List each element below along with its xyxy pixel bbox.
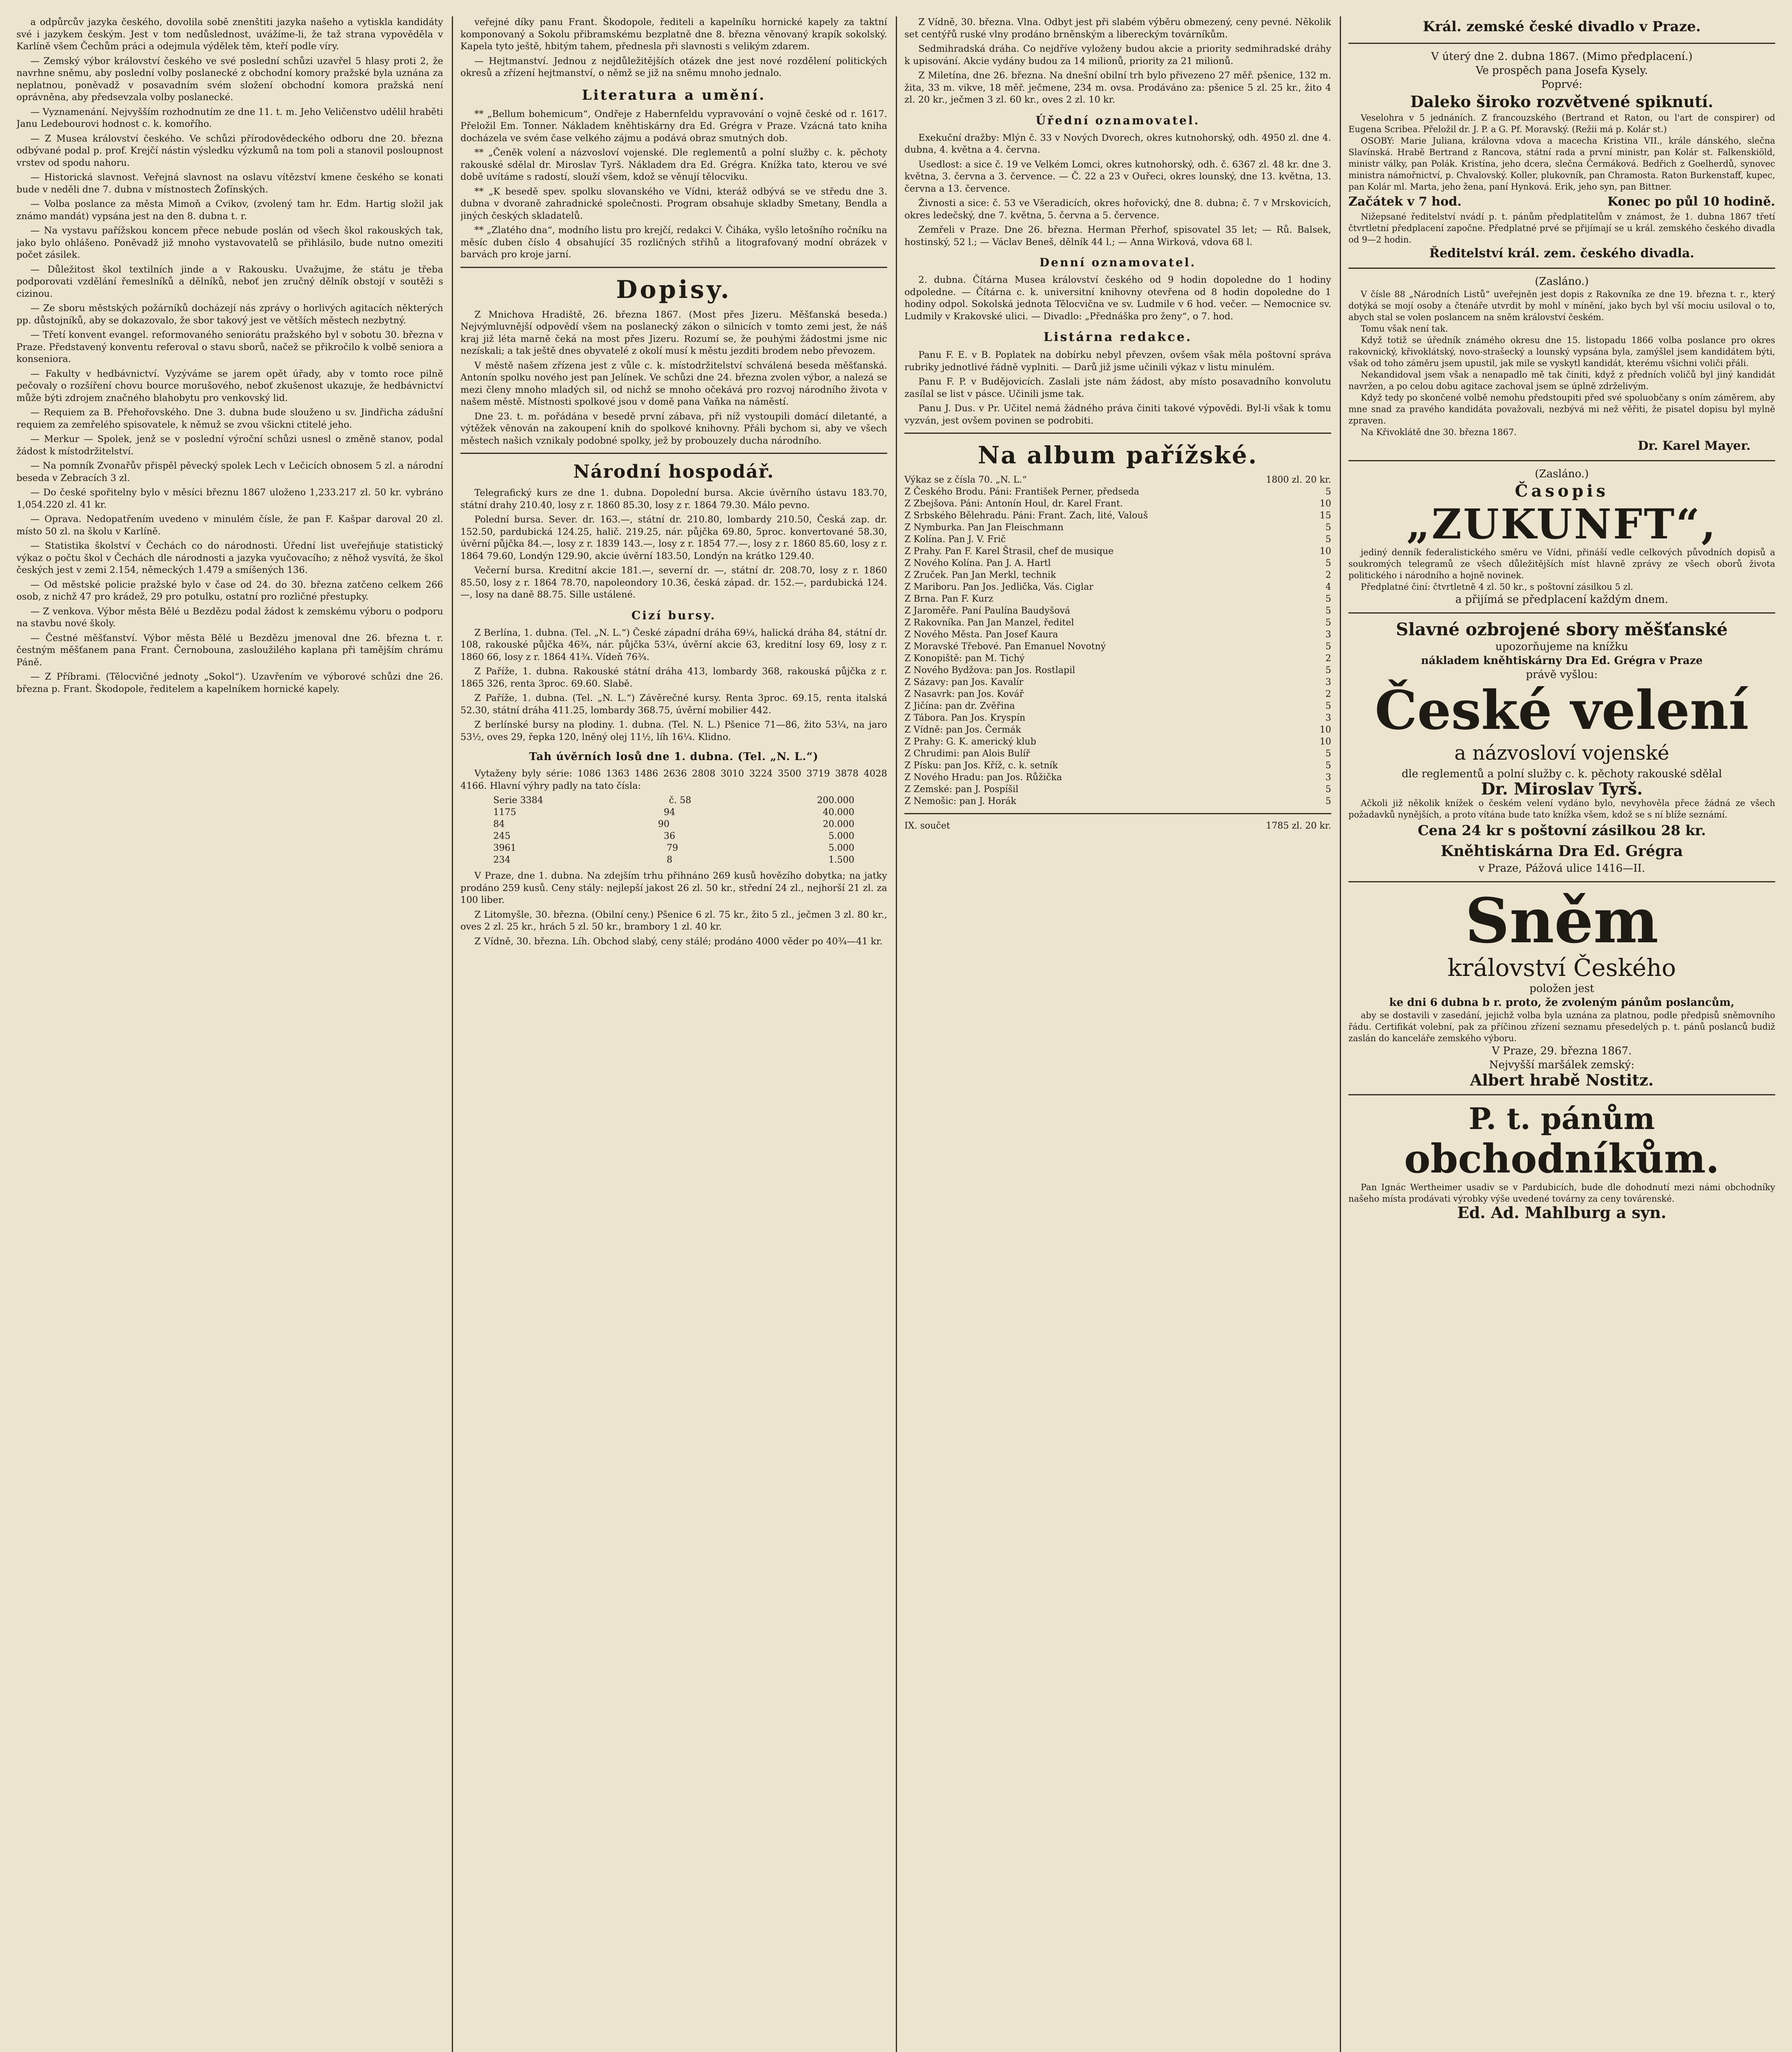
list-item: Z Zruček. Pan Jan Merkl, technik 2	[904, 570, 1331, 580]
sent-paragraph: Na Křivoklátě dne 30. března 1867.	[1361, 427, 1517, 437]
section-heading-letters: Dopisy.	[616, 275, 732, 304]
table-row: 234 8 1.500	[493, 855, 854, 865]
article-paragraph: — Oprava. Nedopatřením uvedeno v minulém čísle, že pan F. Kašpar daroval 20 zl. místo 50 zl. na školu v Karlíně.	[16, 514, 443, 537]
column-2	[460, 16, 887, 2052]
article-paragraph: Z berlínské bursy na plodiny. 1. dubna. (Tel. N. L.) Pšenice 71—86, žito 53¼, na jaro 53½, oves 29, řepka 120, lněný olej 11½, líh 16¼. Klidno.	[460, 719, 887, 742]
book-subtitle: a názvosloví vojenské	[1454, 742, 1669, 765]
article-paragraph: Z Vídně, 30. března. Vlna. Odbyt jest při slabém výběru obmezený, ceny pevné. Několik set centýřů ruské vlny prodáno brněnským a libereckým továrníkům.	[904, 17, 1331, 40]
diet-date: V Praze, 29. března 1867.	[1492, 1045, 1632, 1057]
sent-paragraph: Tomu však není tak.	[1361, 324, 1448, 334]
theatre-times: Začátek v 7 hod. Konec po půl 10 hodině.	[1348, 195, 1775, 209]
table-row: 1175 94 40.000	[493, 807, 854, 818]
book-line: nákladem kněhtiskárny Dra Ed. Grégra v Praze	[1421, 655, 1703, 667]
article-paragraph: Panu F. E. v B. Poplatek na dobírku nebyl převzen, ovšem však měla poštovní správa rubriky jednotlivé řádně vyplniti. — Darů již jsme učinili výkaz v listu minulém.	[904, 350, 1331, 373]
theatre-ad	[1348, 16, 1775, 262]
table-row: 245 36 5.000	[493, 831, 854, 841]
sent-paragraph: Když tedy po skončené volbě nemohu předstoupiti před své spoluobčany s oním záměrem, aby mne snad za pravého kandidáta považovali, nezbývá mi než věřiti, že pisatel dopisu byl mylně zpraven.	[1348, 393, 1775, 426]
article-paragraph: Exekuční dražby: Mlýn č. 33 v Nových Dvorech, okres kutnohorský, odh. 4950 zl. dne 4. dubna, 4. května a 4. června.	[904, 132, 1331, 155]
book-ad	[1348, 619, 1775, 875]
merchants-desc: Pan Ignác Wertheimer usadiv se v Pardubicích, bude dle dohodnutí mezi námi obchodníky našeho místa prodávati výrobky výše uvedené továrny za ceny továrenské.	[1348, 1182, 1775, 1204]
article-paragraph: — Na pomník Zvonařův přispěl pěvecký spolek Lech v Lečicích obnosem 5 zl. a národní beseda v Zebracích 3 zl.	[16, 460, 443, 483]
article-paragraph: — Volba poslance za města Mimoň a Cvikov, (zvolený tam hr. Edm. Hartig složil jak známo mandát) vypsána jest na den 8. dubna t. r.	[16, 199, 443, 222]
list-item: Z Vídně: pan Jos. Čermák 10	[904, 725, 1331, 735]
diet-sign-pre: Nejvyšší maršálek zemský:	[1489, 1059, 1635, 1071]
article-paragraph: Večerní bursa. Kreditní akcie 181.—, severní dr. —, státní dr. 208.70, losy z r. 1860 85.50, losy z r. 1864 78.70, napoleondory 10.36, česká západ. dr. 152.—, pardubická 124.—, losy na daně 88.75. Sille ustálené.	[460, 565, 887, 600]
book-desc: Ačkoli již několik knížek o českém velení vydáno bylo, nevyhověla přece žádná ze všech požadavků nynějších, a proto vítána bude tato knížka všem, kdož se s ní blíže seznámí.	[1348, 798, 1775, 820]
album-total: IX. součet 1785 zl. 20 kr.	[904, 821, 1331, 831]
article-paragraph: V Praze, dne 1. dubna. Na zdejším trhu přihnáno 269 kusů hovězího dobytka; na jatky prodáno 259 kusů. Ceny stály: nejlepší jakost 26 zl. 50 kr., střední 24 zl., nejhorší 21 zl. za 100 liber.	[460, 870, 887, 905]
magazine-order: a přijímá se předplacení každým dnem.	[1455, 593, 1668, 606]
article-paragraph: — Merkur — Spolek, jenž se v poslední výroční schůzi usnesl o změně stanov, podal žádost k místodržitelství.	[16, 434, 443, 457]
article-paragraph: Z Litomyšle, 30. března. (Obilní ceny.) Pšenice 6 zl. 75 kr., žito 5 zl., ječmen 3 zl. 80 kr., oves 2 zl. 25 kr., hrách 5 zl. 50 kr., brambory 1 zl. 40 kr.	[460, 909, 887, 932]
article-paragraph: — Z venkova. Výbor města Bělé u Bezdězu podal žádost k zemskému výboru o podporu na stavbu nové školy.	[16, 606, 443, 629]
book-line: Slavné ozbrojené sbory měšťanské	[1396, 619, 1728, 639]
magazine-paragraph: Předplatné činí: čtvrtletně 4 zl. 50 kr., s poštovní zásilkou 5 zl.	[1361, 582, 1634, 592]
diet-sign: Albert hrabě Nostitz.	[1470, 1071, 1654, 1089]
sent-letter	[1348, 275, 1775, 454]
magazine-label: Časopis	[1515, 481, 1609, 501]
sent-paragraph: Když totiž se úředník známého okresu dne 15. listopadu 1866 volba poslance pro okres rakovnický, křivoklátský, novo-strašecký a lounský vypsána byla, zamýšlel jsem kandidátem býti, však od toho záměru jsem upustil, jak mile se vyskytl kandidát, kterému všichni voliči přáli.	[1348, 335, 1775, 368]
sent-heading-2: (Zasláno.)	[1535, 468, 1589, 480]
list-item: Z Nemošic: pan J. Horák 5	[904, 796, 1331, 806]
list-item: Z Nového Bydžova: pan Jos. Rostlapil 5	[904, 665, 1331, 676]
book-line: právě vyšlou:	[1526, 669, 1598, 681]
list-item: Z Nového Hradu: pan Jos. Růžička 3	[904, 772, 1331, 783]
theatre-note: Nižepsané ředitelství nvádí p. t. pánům předplatitelům v známost, že 1. dubna 1867 třetí čtvrtletní předplacení započne. Předplatné prvé se přijímají se u král. zemského českého divadla od 9—2 hodin.	[1348, 212, 1775, 245]
article-paragraph: Z Miletína, dne 26. března. Na dnešní obilní trh bylo přivezeno 27 měř. pšenice, 132 m. žita, 33 m. vikve, 18 měř. ječmene, 234 m. ovsa. Prodáváno za: pšenice 5 zl. 25 kr., žito 4 zl. 20 kr., ječmen 3 zl. 60 kr., oves 2 zl. 10 kr.	[904, 70, 1331, 105]
divider	[1348, 268, 1775, 269]
theatre-heading: Král. zemské české divadlo v Praze.	[1423, 18, 1701, 35]
article-paragraph: Z Mnichova Hradiště, 26. března 1867. (Most přes Jizeru. Měšťanská beseda.) Nejvýmluvnější odpovědí všem na poslanecký zákon o silnicích v tomto zemi jest, že náš kraj již léta marně čeká na most přes Jizeru. Rozumí se, že pouhými žádostmi jsme nic nezískali; a tak ještě dnes obyvatelé z okolí musí k městu jezditi brodem nebo převozem.	[460, 309, 887, 356]
sent-paragraph: V čísle 88 „Národních Listů“ uveřejněn jest dopis z Rakovníka ze dne 19. března t. r., který dotýká se mojí osoby a čtenáře utvrdit by mohl v mínění, jako bych byl vší mociu usiloval o to, abych stal se volen poslancem na sněm království českém.	[1348, 289, 1775, 322]
article-paragraph: Vytaženy byly série: 1086 1363 1486 2636 2808 3010 3224 3500 3719 3878 4028 4166. Hlavní výhry padly na tato čísla:	[460, 768, 887, 791]
article-paragraph: Z Vídně, 30. března. Líh. Obchod slabý, ceny stálé; prodáno 4000 věder po 40¾—41 kr.	[474, 936, 883, 947]
divider	[904, 813, 1331, 814]
book-addr: v Praze, Pážová ulice 1416—II.	[1478, 862, 1646, 875]
article-paragraph: ** „Zlatého dna“, modního listu pro krejčí, redakci V. Čiháka, vyšlo letošního ročníku na měsíc duben číslo 4 obsahující 35 rozličných střihů a litografovaný modní obrázek v barvách pro kroje jarní.	[460, 225, 887, 260]
theatre-play: Daleko široko rozvětvené spiknutí.	[1410, 92, 1714, 111]
list-item: Z Nasavrk: pan Jos. Kovář 2	[904, 689, 1331, 699]
book-price: Cena 24 kr s poštovní zásilkou 28 kr.	[1417, 822, 1706, 839]
article-paragraph: — Důležitost škol textilních jinde a v Rakousku. Uvažujme, že státu je třeba podporovati vzdělání řemeslníků a dělníků, neboť jen zručný dělník obstojí v soutěži s cizinou.	[16, 264, 443, 299]
section-heading-album: Na album pařížské.	[977, 441, 1258, 469]
article-paragraph: — Třetí konvent evangel. reformovaného seniorátu pražského byl v sobotu 30. března v Praze. Představený konventu referoval o stavu sborů, načež se přikročilo k volbě seniora a konseniora.	[16, 330, 443, 364]
table-row: 84 90 20.000	[493, 819, 854, 829]
merchants-line: P. t. pánům	[1469, 1101, 1655, 1136]
article-paragraph: Z Berlína, 1. dubna. (Tel. „N. L.“) České západní dráha 69¼, halická dráha 84, státní dr. 108, rakouské půjčka 46¾, nár. půjčka 53¼, úvěrní akcie 63, kreditní losy 69, losy z r. 1860 66, losy z r. 1864 41¾. Vídeň 76¾.	[460, 627, 887, 662]
article-paragraph: — Vyznamenání. Nejvyšším rozhodnutím ze dne 11. t. m. Jeho Veličenstvo udělil hraběti Janu Ledebourovi hodnost c. k. komořího.	[16, 106, 443, 129]
article-paragraph: — Ze sboru městských požárníků docházejí nás zprávy o horlivých agitacích některých pp. důstojníků, aby se dokazovalo, že sbor takový jest ve větších městech nezbytný.	[16, 303, 443, 326]
book-publisher: Kněhtiskárna Dra Ed. Grégra	[1440, 843, 1683, 860]
list-item: Z Zbejšova. Páni: Antonín Houl, dr. Karel Frant. 10	[904, 499, 1331, 509]
book-title: České velení	[1375, 679, 1749, 742]
list-item: Z Mariboru. Pan Jos. Jedlička, Vás. Ciglar 4	[904, 582, 1331, 592]
article-paragraph: Živnosti a sice: č. 53 ve Všeradicích, okres hořovický, dne 8. dubna; č. 7 v Mrskovicích, okres ledečský, dne 7. května, 5. června a 5. července.	[904, 198, 1331, 221]
article-paragraph: ** „Bellum bohemicum“, Ondřeje z Habernfeldu vypravování o vojně české od r. 1617. Přeložil Em. Tonner. Nákladem kněhtiskárny dra Ed. Grégra v Praze. Vzácná tato kniha docházela ve svém čase velkého zájmu a podává obraz smutných dob.	[460, 108, 887, 144]
newspaper-page	[16, 16, 1776, 2052]
divider	[1348, 612, 1775, 614]
album-list	[904, 486, 1331, 807]
merchants-ad	[1348, 1101, 1775, 1221]
divider	[1348, 881, 1775, 882]
column-rule	[896, 16, 897, 2052]
article-paragraph: veřejné díky panu Frant. Škodopole, řediteli a kapelníku hornické kapely za taktní komponovaný a Sokolu přibramskému bezplatně dne 8. března věnovaný krapík sokolský. Kapela tyto ještě, hbitým tahem, přednesla při slavnosti s velikým zdarem.	[460, 17, 887, 52]
list-item: Z Zemské: pan J. Pospíšil 5	[904, 784, 1331, 795]
article-paragraph: — Fakulty v hedbávnictví. Vyzýváme se jarem opět úřady, aby v tomto roce pilně pečovaly o rozšíření chovu bource morušového, neboť zkušenost ukazuje, že hedbávnictví může býti zdrojem značného blahobytu pro venkovský lid.	[16, 368, 443, 403]
section-heading-foreign: Cizí bursy.	[631, 608, 716, 622]
article-paragraph: Zemřeli v Praze. Dne 26. března. Herman Přerhof, spisovatel 35 let; — Rů. Balsek, hostinský, 52 l.; — Václav Beneš, dělník 44 l.; — Anna Wirková, vdova 68 l.	[904, 224, 1331, 247]
article-paragraph: Dne 23. t. m. pořádána v besedě první zábava, při níž vystoupili domácí diletanté, a výtěžek věnován na zakoupení knih do spolkové knihovny. Přáli bychom si, aby ve všech městech našich vznikaly podobné spolky, jež by probouzely ducha národního.	[460, 411, 887, 446]
list-item: Z Písku: pan Jos. Kříž, c. k. setník 5	[904, 760, 1331, 771]
album-intro: Výkaz se z čísla 70. „N. L.“ 1800 zl. 20 kr.	[904, 475, 1331, 485]
merchants-line: obchodníkům.	[1404, 1136, 1720, 1182]
book-line: dle reglementů a polní služby c. k. pěchoty rakouské sdělal	[1401, 768, 1722, 780]
list-item: Z Konopiště: pan M. Tichý 2	[904, 653, 1331, 664]
section-heading-daily: Denní oznamovatel.	[1039, 256, 1197, 269]
list-item: Z Srbského Bělehradu. Páni: Frant. Zach, lité, Valouš 15	[904, 511, 1331, 521]
list-item: Z Prahy: G. K. americký klub 10	[904, 737, 1331, 747]
sent-sign: Dr. Karel Mayer.	[1638, 439, 1751, 453]
article-paragraph: Usedlost: a sice č. 19 ve Velkém Lomci, okres kutnohorský, odh. č. 6367 zl. 48 kr. dne 3. května, 3. června a 3. července. — Č. 22 a 23 v Ouřeci, okres lounský, dne 13. května, 13. června a 13. července.	[904, 159, 1331, 194]
article-paragraph: ** „K besedě spev. spolku slovanského ve Vídni, kteráž odbývá se ve středu dne 3. dubna v dvoraně zahradnické společnosti. Program obsahuje skladby Smetany, Bendla a jiných českých skladatelů.	[460, 186, 887, 221]
list-item: Z Nymburka. Pan Jan Fleischmann 5	[904, 522, 1331, 533]
section-heading-economy: Národní hospodář.	[573, 461, 774, 482]
section-heading-lottery: Tah úvěrních losů dne 1. dubna. (Tel. „N. L.“)	[529, 751, 819, 763]
list-item: Z Jaroměře. Paní Paulína Baudyšová 5	[904, 606, 1331, 616]
article-paragraph: — Zemský výbor království českého ve své poslední schůzi uzavřel 5 hlasy proti 2, že navrhne sněmu, aby poslední volby poslanecké z obchodní komory pražské byla uznána za neplatnou, poněvadž v posavadním svém složení obchodní komora pražská není oprávněna, aby předsevzala volby poslanecké.	[16, 55, 443, 103]
article-paragraph: Panu F. P. v Budějovicích. Zaslali jste nám žádost, aby místo posavadního konvolutu zasílal se list v pásce. Učinili jsme tak.	[904, 376, 1331, 399]
article-paragraph: — Hejtmanství. Jednou z nejdůležitějších otázek dne jest nové rozdělení politických okresů a zřízení hejtmanství, o němž se již na sněmu mnoho jednalo.	[460, 55, 887, 78]
lottery-table	[460, 795, 887, 866]
book-line: upozorňujeme na knížku	[1495, 641, 1628, 653]
sent-heading: (Zasláno.)	[1535, 275, 1589, 288]
list-item: Z Prahy. Pan F. Karel Štrasil, chef de musique 10	[904, 546, 1331, 557]
theatre-sign: Ředitelství král. zem. českého divadla.	[1429, 246, 1694, 261]
divider	[904, 433, 1331, 434]
diet-title: Sněm	[1465, 885, 1659, 957]
magazine-name: „ZUKUNFT“,	[1406, 500, 1717, 548]
sent-paragraph: Nekandidoval jsem však a nenapadlo mě tak činiti, když z předních voličů byl jiný kandidát navržen, a po celou dobu agitace zachoval jsem se úplně zdrželivým.	[1348, 370, 1775, 391]
divider	[1348, 43, 1775, 44]
theatre-desc: Veselohra v 5 jednáních. Z francouzského (Bertrand et Raton, ou l'art de conspirer) od Eugena Scribea. Přeložil dr. J. P. a G. Pf. Moravský. (Režii má p. Kolár st.)	[1348, 113, 1775, 134]
article-paragraph: Z Paříže, 1. dubna. (Tel. „N. L.“) Závěrečné kursy. Renta 3proc. 69.15, renta italská 52.30, státní dráha 411.25, lombardy 368.75, úvěrní mobilier 442.	[460, 693, 887, 716]
section-heading-editor: Listárna redakce.	[1043, 330, 1192, 344]
list-item: Z Českého Brodu. Páni: František Perner, předseda 5	[904, 487, 1331, 497]
theatre-benefit: Ve prospěch pana Josefa Kysely.	[1476, 64, 1648, 77]
article-paragraph: Panu J. Dus. v Pr. Učitel nemá žádného práva činiti takové výpovědi. Byl-li však k tomu vyzván, jest ovšem povinen se podrobiti.	[904, 403, 1331, 426]
column-rule	[1340, 16, 1341, 2052]
section-heading-notices: Úřední oznamovatel.	[1035, 113, 1200, 127]
article-paragraph: 2. dubna. Čítárna Musea království českého od 9 hodin dopoledne do 1 hodiny odpoledne. — Čítárna c. k. universitní knihovny otevřena od 8 hodin dopoledne do 1 hodiny odpol. Sokolská jednota Tělocvična ve sv. Ludmile v 6 hod. večer. — Nemocnice sv. Ludmily v Krakovské ulici. — Divadlo: „Přednáška pro ženy“, o 7. hod.	[904, 275, 1331, 322]
zukunft-ad	[1348, 467, 1775, 607]
article-paragraph: Polední bursa. Sever. dr. 163.—, státní dr. 210.80, lombardy 210.50, Česká zap. dr. 152.50, pardubická 124.25, halič. 219.25, nár. půjčka 69.80, 5proc. konvertované 58.30, úvěrní půjčka 84.—, losy z r. 1839 143.—, losy z r. 1854 77.—, losy z r. 1860 85.60, losy z r. 1864 79.60, Londýn 129.90, akcie úvěrní 183.50, Londýn na krátko 129.40.	[460, 514, 887, 561]
list-item: Z Sázavy: pan Jos. Kavalír 3	[904, 677, 1331, 687]
theatre-cast: OSOBY: Marie Juliana, královna vdova a macecha Kristina VII., krále dánského, slečna Slavínská. Hrabě Bertrand z Rancova, státní rada a první ministr, pan Kolár st. Falkenskiöld, ministr války, pan Polák. Kristína, jeho dcera, slečna Čermáková. Bedřich z Goelherdů, synovec ministra námořnictví, p. Chvalovský. Koller, plukovník, pan Chramosta. Raton Burkenstaff, kupec, pan Kolár ml. Marta, jeho žena, paní Hynková. Erik, jeho syn, pan Bittner.	[1348, 136, 1775, 192]
article-paragraph: — Requiem za B. Přehořovského. Dne 3. dubna bude slouženo u sv. Jindřicha zádušní requiem za zemřelého spisovatele, k němuž se zvou všickni ctitelé jeho.	[16, 407, 443, 430]
theatre-first: Poprvé:	[1541, 78, 1582, 91]
diet-desc: aby se dostavili v zasedání, jejichž volba byla uznána za platnou, podle předpisů sněmovního řádu. Certifikát volební, pak za příčinou zřízení seznamu přesedelých p. t. pánů poslanců budiž zaslán do kanceláře zemského výboru.	[1348, 1010, 1775, 1043]
theatre-date: V úterý dne 2. dubna 1867. (Mimo předplacení.)	[1431, 50, 1693, 63]
list-item: Z Rakovníka. Pan Jan Manzel, ředitel 5	[904, 618, 1331, 628]
divider	[460, 453, 887, 454]
article-paragraph: — Z Příbrami. (Tělocvičné jednoty „Sokol“). Uzavřením ve výborové schůzi dne 26. března p. Frant. Škodopole, ředitelem a kapelníkem hornické kapely.	[16, 671, 443, 694]
article-paragraph: — Na vystavu pařížskou koncem přece nebude poslán od všech škol rakouských tak, jako bylo ohlášeno. Poněvadž již mnoho vystavovatelů se přihlásilo, bude nutno omeziti počet zásilek.	[16, 225, 443, 260]
diet-line: položen jest	[1529, 982, 1594, 995]
section-heading-literature: Literatura a umění.	[582, 87, 766, 103]
magazine-paragraph: jediný denník federalistického směru ve Vídni, přináší vedle celkových původních dopisů a soukromých telegramů ze všech důležitějších míst hlavně zprávy ze všech oborů života politického i národního a hojně novinek.	[1348, 547, 1775, 580]
article-paragraph: ** „Čeněk volení a názvosloví vojenské. Dle reglementů a polní služby c. k. pěchoty rakouské sdělal dr. Miroslav Tyrš. Nákladem dra Ed. Grégra. Knížka tato, kterou ve své době uvítáme s radostí, slouží všem, kdož se věnují tělocviku.	[460, 147, 887, 182]
article-paragraph: Telegrafický kurs ze dne 1. dubna. Dopolední bursa. Akcie úvěrního ústavu 183.70, státní drahy 210.40, losy z r. 1860 85.30, losy z r. 1864 79.30. Málo pevno.	[460, 488, 887, 511]
table-row: Serie 3384 č. 58 200.000	[493, 795, 854, 806]
list-item: Z Tábora. Pan Jos. Kryspín 3	[904, 713, 1331, 723]
table-row: 3961 79 5.000	[493, 843, 854, 853]
article-paragraph: — Z Musea království českého. Ve schůzi přírodovědeckého odboru dne 20. března odbývané podal p. prof. Krejčí nástin výsledku výzkumů na tom poli a stanovil posloupnost vrstev od spodu nahoru.	[16, 133, 443, 168]
diet-line: ke dni 6 dubna b r. proto, že zvoleným pánům poslancům,	[1389, 996, 1735, 1009]
book-author: Dr. Miroslav Tyrš.	[1481, 779, 1643, 799]
list-item: Z Brna. Pan F. Kurz 5	[904, 594, 1331, 604]
article-paragraph: V městě našem zřízena jest z vůle c. k. místodržitelství schválená beseda měšťanská. Antonín spolku nového jest pan Jelínek. Ve schůzi dne 24. března zvolen výbor, a nalezá se mezi členy mnoho mladých sil, od nichž se mnoho očekává pro rozvoj národního života v našem městě. Místnosti spolkové jsou v domě pana Vaňka na náměstí.	[460, 360, 887, 407]
column-3	[904, 16, 1331, 2052]
divider	[460, 267, 887, 268]
list-item: Z Jičína: pan dr. Zvěřina 5	[904, 701, 1331, 711]
article-paragraph: — Do české spořitelny bylo v měsíci březnu 1867 uloženo 1,233.217 zl. 50 kr. vybráno 1,054.220 zl. 41 kr.	[16, 487, 443, 510]
article-paragraph: — Historická slavnost. Veřejná slavnost na oslavu vítězství kmene českého se konati bude v neděli dne 7. dubna v místnostech Žofínských.	[16, 172, 443, 195]
merchants-sign: Ed. Ad. Mahlburg a syn.	[1457, 1203, 1666, 1222]
list-item: Z Nového Města. Pan Josef Kaura 3	[904, 630, 1331, 640]
article-paragraph: a odpůrcův jazyka českého, dovolila sobě znenštiti jazyka našeho a vytiskla kandidáty své i jazykem českým. Jest v tom nedůslednost, uvážíme-li, že taž strana vypověděla v Karlíně všem Čechům práci a odejmula výdělek těm, kteří podle víry.	[16, 17, 443, 52]
column-rule	[452, 16, 453, 2052]
list-item: Z Nového Kolína. Pan J. A. Hartl 5	[904, 558, 1331, 568]
diet-subtitle: království Českého	[1447, 954, 1676, 982]
article-paragraph: Z Paříže, 1. dubna. Rakouské státní dráha 413, lombardy 368, rakouská půjčka z r. 1865 326, renta 3proc. 69.60. Slabě.	[460, 666, 887, 689]
article-paragraph: Sedmihradská dráha. Co nejdříve vyloženy budou akcie a priority sedmihradské dráhy k upisování. Akcie vydány budou za 14 milionů, priority za 21 milionů.	[904, 44, 1331, 66]
article-paragraph: — Statistika školství v Čechách co do národnosti. Úřední list uveřejňuje statistický výkaz o počtu škol v Čechách dle národnosti a jazyka vyučovacího; z něhož vysvítá, že škol českých jest v zemi 2.154, německých 1.479 a smíšených 136.	[16, 540, 443, 575]
list-item: Z Moravské Třebové. Pan Emanuel Novotný 5	[904, 641, 1331, 652]
divider	[1348, 1094, 1775, 1095]
column-4	[1348, 16, 1775, 2052]
list-item: Z Kolína. Pan J. V. Frič 5	[904, 534, 1331, 545]
article-paragraph: — Čestné měšťanství. Výbor města Bělé u Bezdězu jmenoval dne 26. března t. r. čestným měšťanem pana Frant. Černobouna, zasloužilého kaplana při tamějším chrámu Páně.	[16, 632, 443, 668]
list-item: Z Chrudimi: pan Alois Bulíř 5	[904, 749, 1331, 759]
divider	[1348, 460, 1775, 461]
column-1	[16, 16, 443, 2052]
diet-notice	[1348, 885, 1775, 1089]
article-paragraph: — Od městské policie pražské bylo v čase od 24. do 30. března zatčeno celkem 266 osob, z nichž 47 pro krádež, 29 pro potulku, ostatní pro rozličné přestupky.	[16, 579, 443, 602]
